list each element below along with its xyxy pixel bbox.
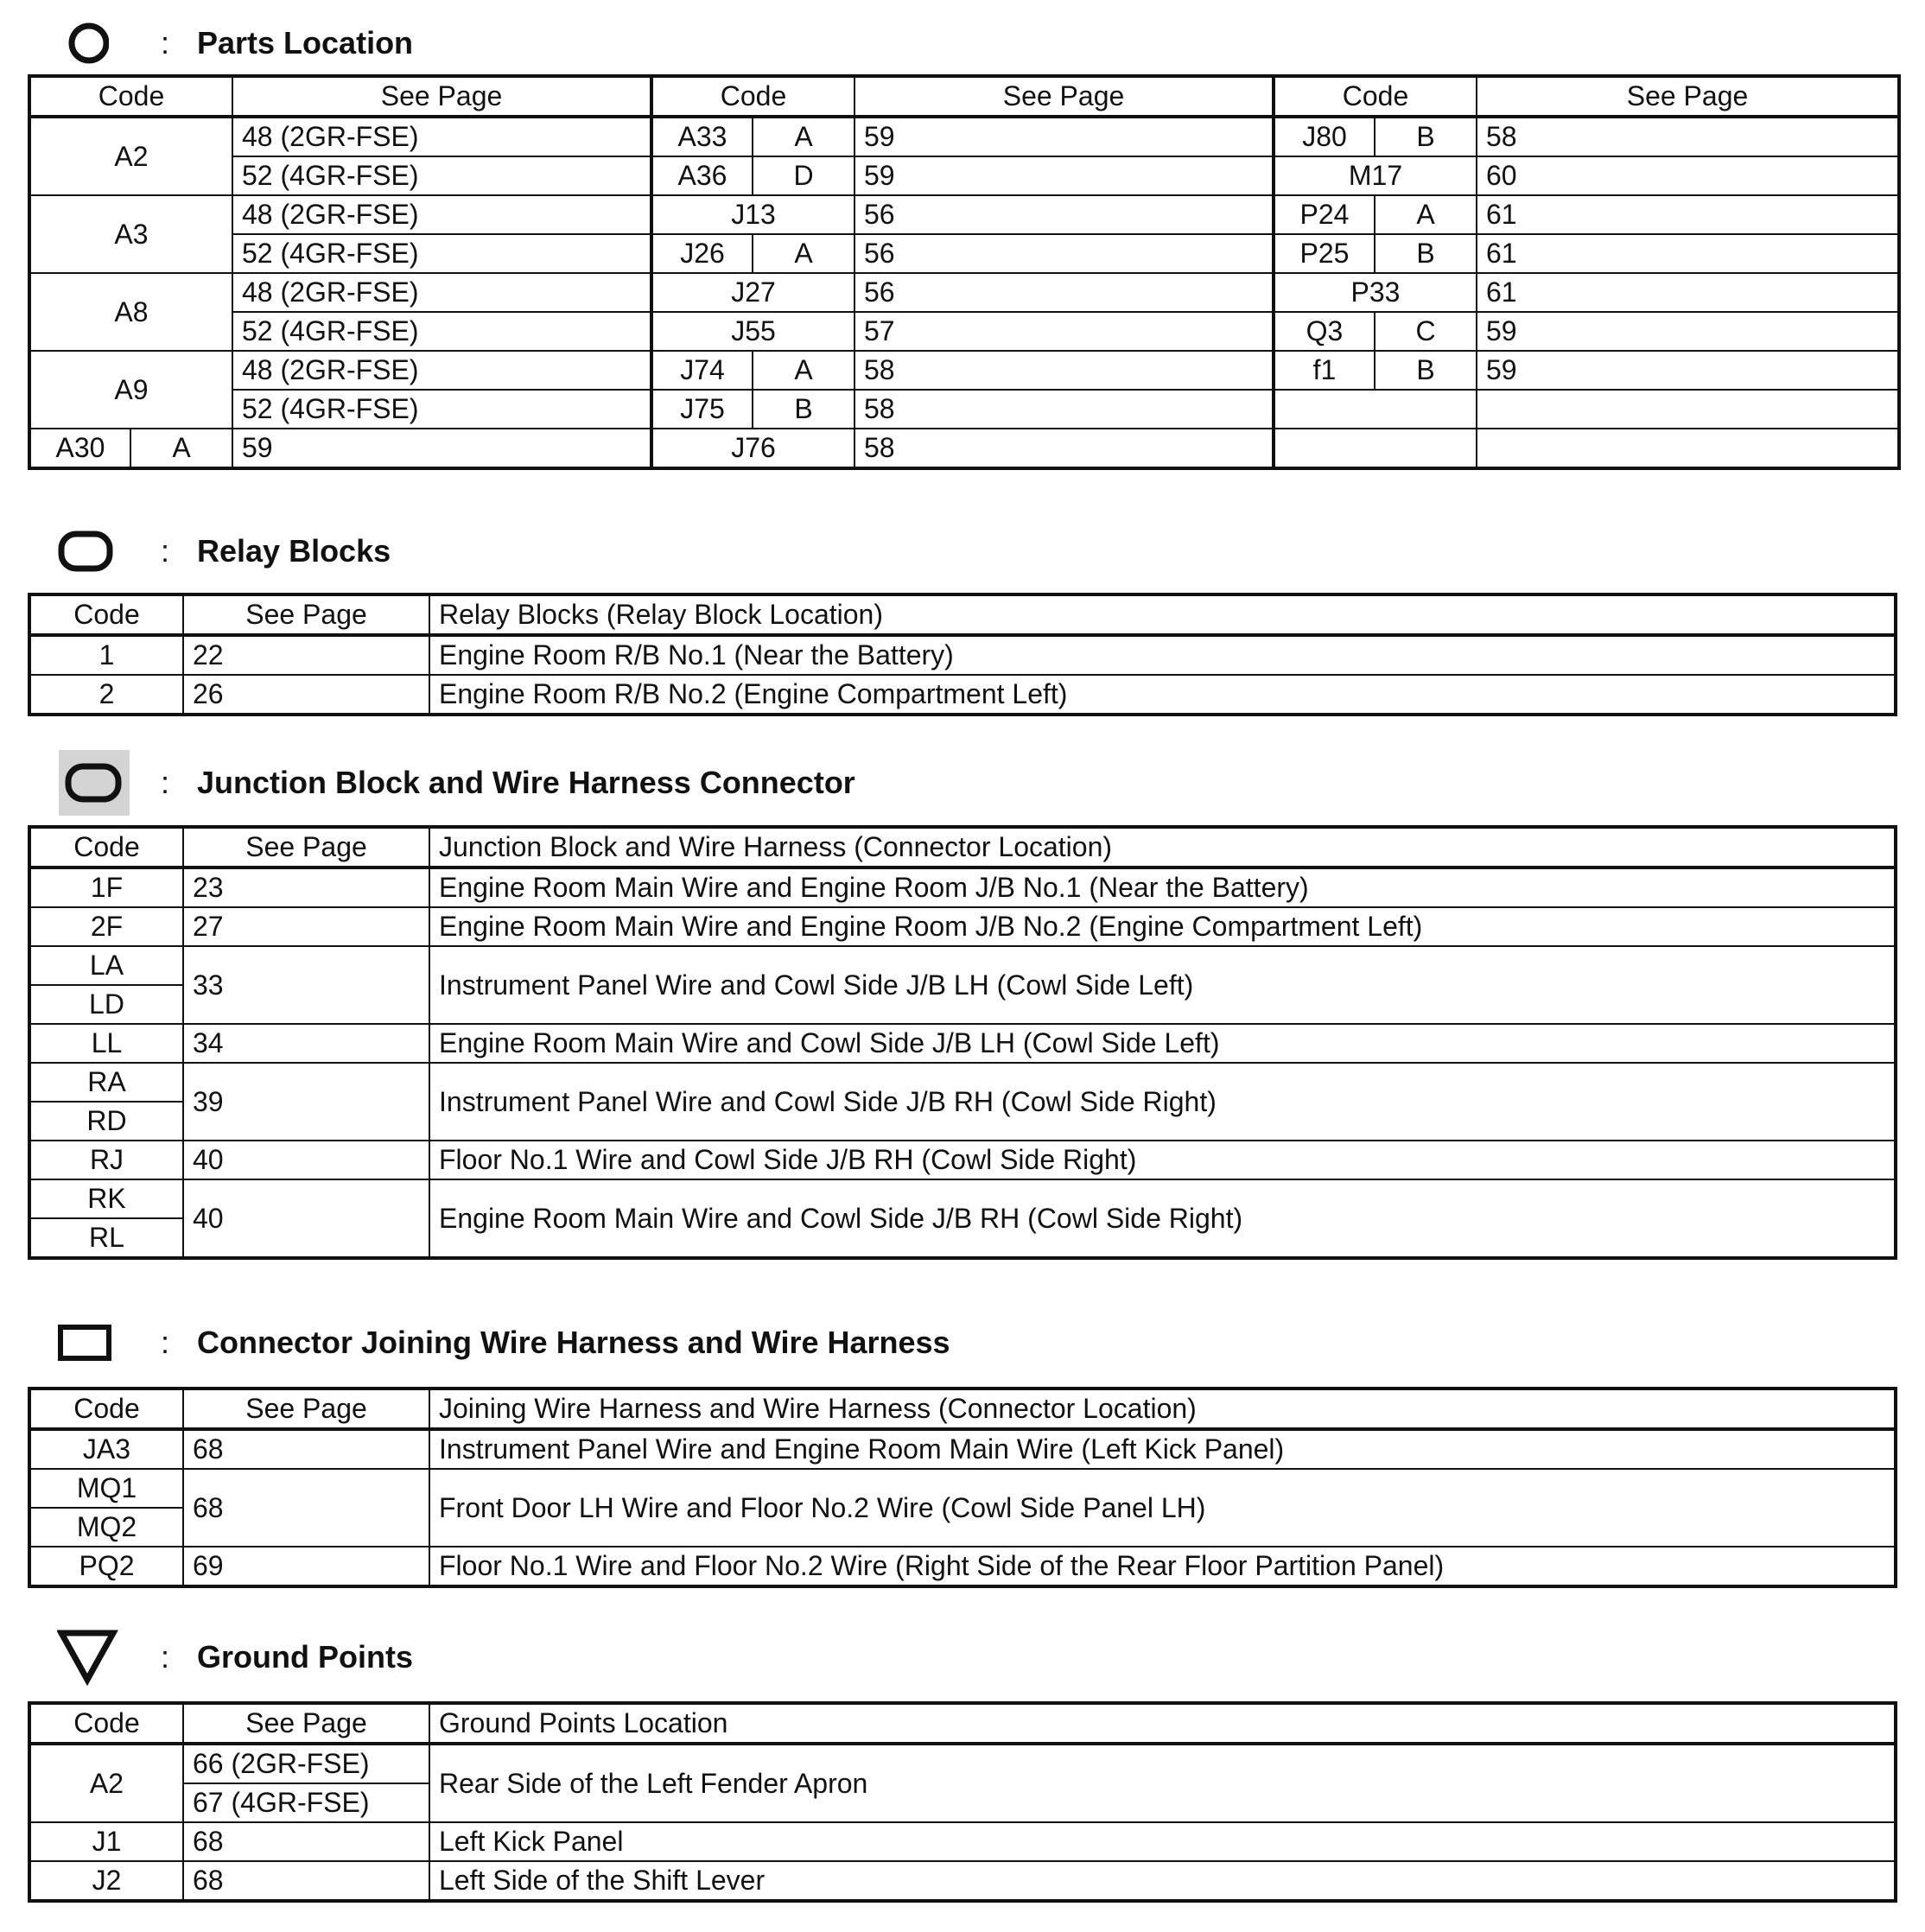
location-cell: Front Door LH Wire and Floor No.2 Wire (Cowl Side Panel LH): [429, 1469, 1896, 1547]
location-cell: Instrument Panel Wire and Engine Room Main Wire (Left Kick Panel): [429, 1429, 1896, 1469]
page-cell: 58: [854, 390, 1274, 429]
code-cell: J55: [651, 312, 854, 351]
empty-cell: [1477, 429, 1899, 468]
code-cell: f1: [1274, 351, 1375, 390]
section-title: Ground Points: [197, 1639, 413, 1675]
page-cell: 67 (4GR-FSE): [183, 1783, 429, 1822]
header-see-page: See Page: [183, 1703, 429, 1744]
header-code: Code: [29, 1703, 183, 1744]
location-cell: Engine Room Main Wire and Engine Room J/B No.1 (Near the Battery): [429, 867, 1896, 907]
code-cell: LL: [29, 1024, 183, 1063]
code-cell: A9: [29, 351, 232, 429]
code-cell: J76: [651, 429, 854, 468]
heading-colon: :: [161, 25, 170, 60]
ground-points-table: [28, 1701, 1897, 1903]
code-cell: M17: [1274, 156, 1477, 195]
table-row: [29, 117, 1899, 156]
code-cell: RJ: [29, 1141, 183, 1179]
code-cell: PQ2: [29, 1547, 183, 1586]
sub-cell: A: [753, 234, 854, 273]
heading-colon: :: [161, 1325, 170, 1360]
code-cell: J74: [651, 351, 753, 390]
table-row: [29, 1429, 1896, 1469]
page-cell: 40: [183, 1141, 429, 1179]
table-row: [29, 1063, 1896, 1102]
connector-joining-table: [28, 1387, 1897, 1588]
page-cell: 59: [854, 117, 1274, 156]
sub-cell: A: [130, 429, 232, 468]
table-header-row: [29, 827, 1896, 867]
page-cell: 52 (4GR-FSE): [232, 390, 651, 429]
table-header-row: [29, 1389, 1896, 1429]
sub-cell: A: [753, 117, 854, 156]
page-cell: 58: [854, 429, 1274, 468]
table-row: [29, 390, 1899, 429]
page-cell: 26: [183, 675, 429, 715]
page-cell: 56: [854, 234, 1274, 273]
page-cell: 57: [854, 312, 1274, 351]
location-cell: Engine Room Main Wire and Engine Room J/B No.2 (Engine Compartment Left): [429, 907, 1896, 946]
page-cell: 68: [183, 1822, 429, 1861]
location-cell: Engine Room Main Wire and Cowl Side J/B LH (Cowl Side Left): [429, 1024, 1896, 1063]
code-cell: LD: [29, 985, 183, 1024]
location-cell: Instrument Panel Wire and Cowl Side J/B LH (Cowl Side Left): [429, 946, 1896, 1024]
section-title: Connector Joining Wire Harness and Wire Harness: [197, 1325, 950, 1360]
empty-cell: [1274, 390, 1477, 429]
header-see-page: See Page: [183, 594, 429, 635]
code-cell: A3: [29, 195, 232, 273]
code-cell: JA3: [29, 1429, 183, 1469]
header-location: Ground Points Location: [429, 1703, 1896, 1744]
section-title: Relay Blocks: [197, 533, 391, 569]
code-cell: RD: [29, 1102, 183, 1141]
shaded-rounded-rect-icon: [57, 748, 130, 817]
table-row: [29, 273, 1899, 312]
sub-cell: D: [753, 156, 854, 195]
page-cell: 48 (2GR-FSE): [232, 351, 651, 390]
location-cell: Floor No.1 Wire and Cowl Side J/B RH (Cowl Side Right): [429, 1141, 1896, 1179]
code-cell: 2: [29, 675, 183, 715]
code-cell: P33: [1274, 273, 1477, 312]
location-cell: Rear Side of the Left Fender Apron: [429, 1744, 1896, 1822]
code-cell: J26: [651, 234, 753, 273]
page-cell: 60: [1477, 156, 1899, 195]
table-row: [29, 1744, 1896, 1783]
table-row: [29, 635, 1896, 675]
code-cell: MQ1: [29, 1469, 183, 1508]
table-row: [29, 1822, 1896, 1861]
rounded-rect-icon: [57, 517, 118, 586]
header-code: Code: [651, 76, 854, 117]
code-cell: Q3: [1274, 312, 1375, 351]
page-cell: 58: [1477, 117, 1899, 156]
empty-cell: [1274, 429, 1477, 468]
parts-location-table: [28, 74, 1901, 470]
sub-cell: A: [1375, 195, 1477, 234]
table-row: [29, 946, 1896, 985]
sub-cell: B: [753, 390, 854, 429]
code-cell: RL: [29, 1218, 183, 1258]
page-cell: 61: [1477, 195, 1899, 234]
page-cell: 48 (2GR-FSE): [232, 117, 651, 156]
empty-cell: [1477, 390, 1899, 429]
header-see-page: See Page: [854, 76, 1274, 117]
code-cell: J75: [651, 390, 753, 429]
code-cell: P24: [1274, 195, 1375, 234]
sub-cell: C: [1375, 312, 1477, 351]
rectangle-icon: [57, 1308, 118, 1377]
code-cell: A30: [29, 429, 130, 468]
header-code: Code: [1274, 76, 1477, 117]
page-cell: 23: [183, 867, 429, 907]
code-cell: 2F: [29, 907, 183, 946]
page-cell: 68: [183, 1469, 429, 1547]
table-row: [29, 907, 1896, 946]
header-code: Code: [29, 1389, 183, 1429]
code-cell: P25: [1274, 234, 1375, 273]
code-cell: J80: [1274, 117, 1375, 156]
junction-block-table: [28, 825, 1897, 1260]
page-cell: 61: [1477, 273, 1899, 312]
code-cell: 1: [29, 635, 183, 675]
table-row: [29, 234, 1899, 273]
sub-cell: B: [1375, 117, 1477, 156]
table-row: [29, 1024, 1896, 1063]
code-cell: A33: [651, 117, 753, 156]
page-cell: 59: [854, 156, 1274, 195]
location-cell: Floor No.1 Wire and Floor No.2 Wire (Right Side of the Rear Floor Partition Panel): [429, 1547, 1896, 1586]
table-header-row: [29, 594, 1896, 635]
header-see-page: See Page: [183, 1389, 429, 1429]
page-cell: 59: [1477, 351, 1899, 390]
table-row: [29, 867, 1896, 907]
table-row: [29, 1861, 1896, 1901]
header-see-page: See Page: [232, 76, 651, 117]
page-cell: 40: [183, 1179, 429, 1258]
code-cell: RA: [29, 1063, 183, 1102]
page-cell: 48 (2GR-FSE): [232, 195, 651, 234]
page-cell: 68: [183, 1861, 429, 1901]
table-row: [29, 1469, 1896, 1508]
table-row: [29, 312, 1899, 351]
table-row: [29, 195, 1899, 234]
code-cell: J13: [651, 195, 854, 234]
page-cell: 52 (4GR-FSE): [232, 312, 651, 351]
page-cell: 27: [183, 907, 429, 946]
page-cell: 22: [183, 635, 429, 675]
code-cell: LA: [29, 946, 183, 985]
header-see-page: See Page: [1477, 76, 1899, 117]
page-cell: 68: [183, 1429, 429, 1469]
location-cell: Engine Room R/B No.1 (Near the Battery): [429, 635, 1896, 675]
page-cell: 52 (4GR-FSE): [232, 156, 651, 195]
table-row: [29, 675, 1896, 715]
code-cell: A36: [651, 156, 753, 195]
sub-cell: A: [753, 351, 854, 390]
section-title: Parts Location: [197, 25, 414, 60]
page-cell: 59: [1477, 312, 1899, 351]
location-cell: Left Side of the Shift Lever: [429, 1861, 1896, 1901]
location-cell: Left Kick Panel: [429, 1822, 1896, 1861]
code-cell: J2: [29, 1861, 183, 1901]
header-code: Code: [29, 827, 183, 867]
page-cell: 48 (2GR-FSE): [232, 273, 651, 312]
sub-cell: B: [1375, 234, 1477, 273]
code-cell: A8: [29, 273, 232, 351]
sub-cell: B: [1375, 351, 1477, 390]
circle-icon: [57, 9, 109, 78]
table-row: [29, 429, 1899, 468]
code-cell: J27: [651, 273, 854, 312]
heading-colon: :: [161, 765, 170, 800]
heading-colon: :: [161, 1639, 170, 1675]
table-row: [29, 156, 1899, 195]
heading-colon: :: [161, 533, 170, 569]
page-cell: 59: [232, 429, 651, 468]
table-row: [29, 1547, 1896, 1586]
page-cell: 66 (2GR-FSE): [183, 1744, 429, 1783]
code-cell: A2: [29, 117, 232, 195]
page-cell: 56: [854, 195, 1274, 234]
location-cell: Instrument Panel Wire and Cowl Side J/B RH (Cowl Side Right): [429, 1063, 1896, 1141]
table-row: [29, 1179, 1896, 1218]
location-cell: Engine Room Main Wire and Cowl Side J/B RH (Cowl Side Right): [429, 1179, 1896, 1258]
page-cell: 58: [854, 351, 1274, 390]
table-header-row: [29, 1703, 1896, 1744]
page-cell: 69: [183, 1547, 429, 1586]
section-title: Junction Block and Wire Harness Connector: [197, 765, 855, 800]
header-location: Junction Block and Wire Harness (Connector Location): [429, 827, 1896, 867]
table-header-row: [29, 76, 1899, 117]
code-cell: MQ2: [29, 1508, 183, 1547]
relay-blocks-table: [28, 593, 1897, 716]
triangle-icon: [57, 1623, 126, 1692]
page-cell: 56: [854, 273, 1274, 312]
page-cell: 39: [183, 1063, 429, 1141]
header-location: Relay Blocks (Relay Block Location): [429, 594, 1896, 635]
page-cell: 34: [183, 1024, 429, 1063]
header-see-page: See Page: [183, 827, 429, 867]
code-cell: A2: [29, 1744, 183, 1822]
page-cell: 52 (4GR-FSE): [232, 234, 651, 273]
location-cell: Engine Room R/B No.2 (Engine Compartment Left): [429, 675, 1896, 715]
header-code: Code: [29, 76, 232, 117]
table-row: [29, 1141, 1896, 1179]
page-cell: 33: [183, 946, 429, 1024]
header-code: Code: [29, 594, 183, 635]
code-cell: 1F: [29, 867, 183, 907]
table-row: [29, 351, 1899, 390]
code-cell: J1: [29, 1822, 183, 1861]
page-cell: 61: [1477, 234, 1899, 273]
code-cell: RK: [29, 1179, 183, 1218]
header-location: Joining Wire Harness and Wire Harness (Connector Location): [429, 1389, 1896, 1429]
